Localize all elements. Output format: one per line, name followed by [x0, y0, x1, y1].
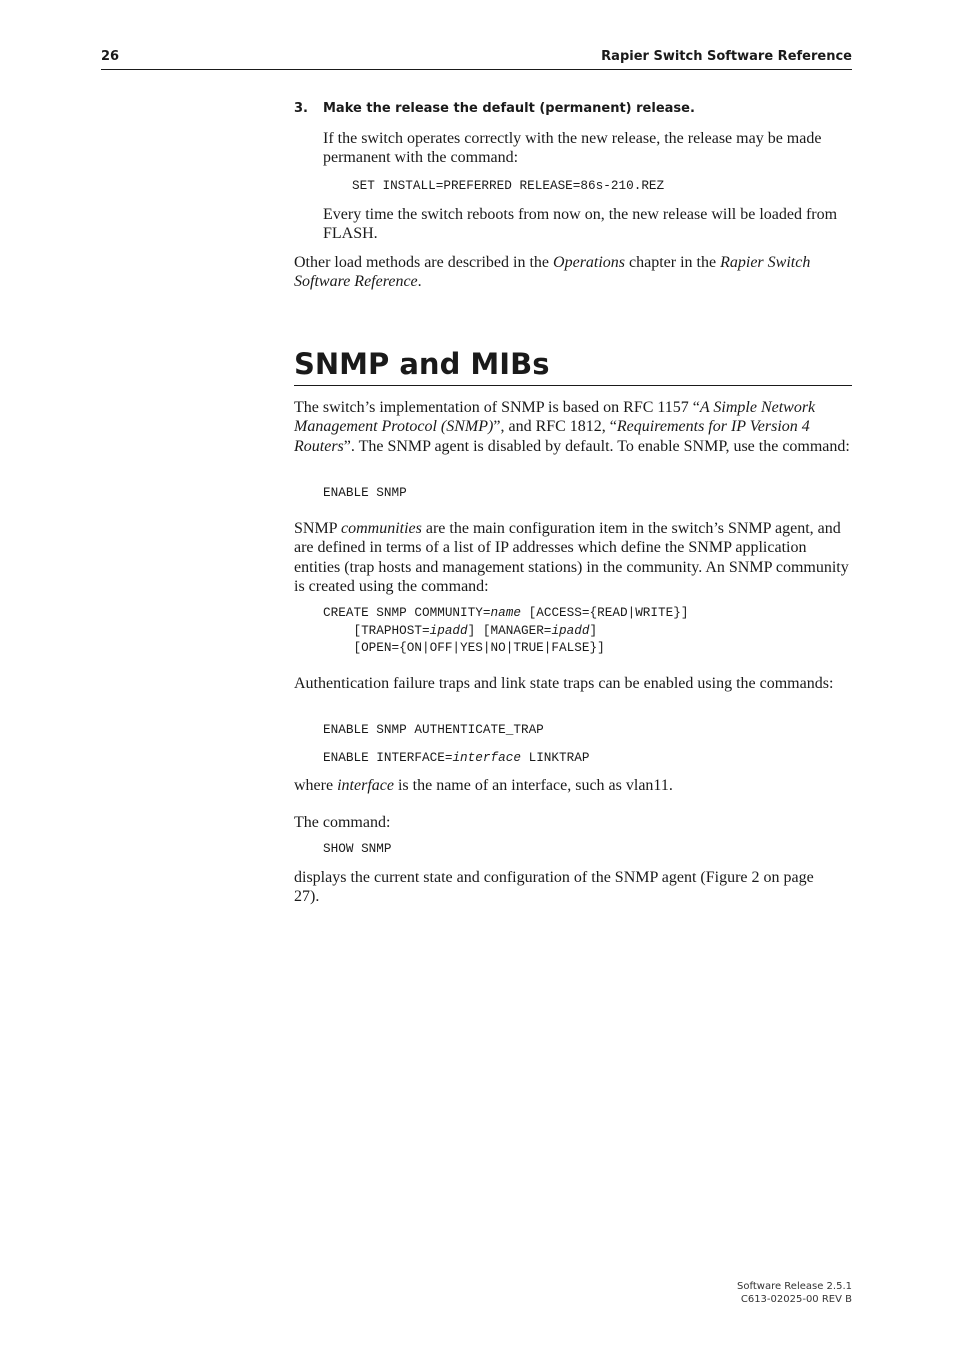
other-load-paragraph: Other load methods are described in the Operations chapter in the Rapier Switch Software Reference.: [294, 254, 811, 291]
code-authenticate-trap: ENABLE SNMP AUTHENTICATE_TRAP: [323, 722, 544, 737]
traps-paragraph: Authentication failure traps and link state traps can be enabled using the commands:: [294, 675, 834, 692]
step-number: 3.: [294, 101, 308, 116]
code-linktrap: ENABLE INTERFACE=interface LINKTRAP: [323, 750, 590, 765]
show-description-paragraph: displays the current state and configuration of the SNMP agent (Figure 2 on page 27).: [294, 869, 814, 906]
communities-paragraph: SNMP communities are the main configuration item in the switch’s SNMP agent, and are defined in terms of a list of IP addresses which define the SNMP application entities (trap hosts and management stations) in the community. An SNMP community is created using the command:: [294, 520, 849, 595]
the-command-paragraph: The command:: [294, 814, 391, 831]
code-set-install: SET INSTALL=PREFERRED RELEASE=86s-210.REZ: [352, 178, 665, 193]
software-release: Software Release 2.5.1: [737, 1281, 852, 1292]
step-title: Make the release the default (permanent) release.: [323, 101, 695, 116]
step-3-paragraph-1: If the switch operates correctly with the new release, the release may be made permanent with the command:: [323, 130, 822, 167]
page-number: 26: [101, 49, 120, 64]
code-show-snmp: SHOW SNMP: [323, 841, 392, 856]
step-3-paragraph-2: Every time the switch reboots from now on, the new release will be loaded from FLASH.: [323, 206, 838, 243]
running-title: Rapier Switch Software Reference: [601, 49, 852, 64]
page-footer: [737, 1281, 852, 1306]
reference-title: Rapier Switch Software Reference: [294, 254, 811, 291]
page-header: [101, 47, 852, 70]
code-enable-snmp: ENABLE SNMP: [323, 485, 407, 500]
code-create-snmp-community: CREATE SNMP COMMUNITY=name [ACCESS={READ|WRITE}] [TRAPHOST=ipadd] [MANAGER=ipadd] [OPEN={ON|OFF|YES|NO|TRUE|FALSE}]: [323, 605, 689, 656]
section-title: SNMP and MIBs: [294, 344, 852, 386]
document-revision: C613-02025-00 REV B: [740, 1293, 852, 1305]
snmp-intro-paragraph: The switch’s implementation of SNMP is based on RFC 1157 “A Simple Network Management Protocol (SNMP)”, and RFC 1812, “Requirements for IP Version 4 Routers”. The SNMP agent is disabled by default. To enable SNMP, use the command:: [294, 399, 850, 455]
where-interface-paragraph: where interface is the name of an interface, such as vlan11.: [294, 777, 673, 794]
operations-ref: Operations: [553, 254, 626, 271]
